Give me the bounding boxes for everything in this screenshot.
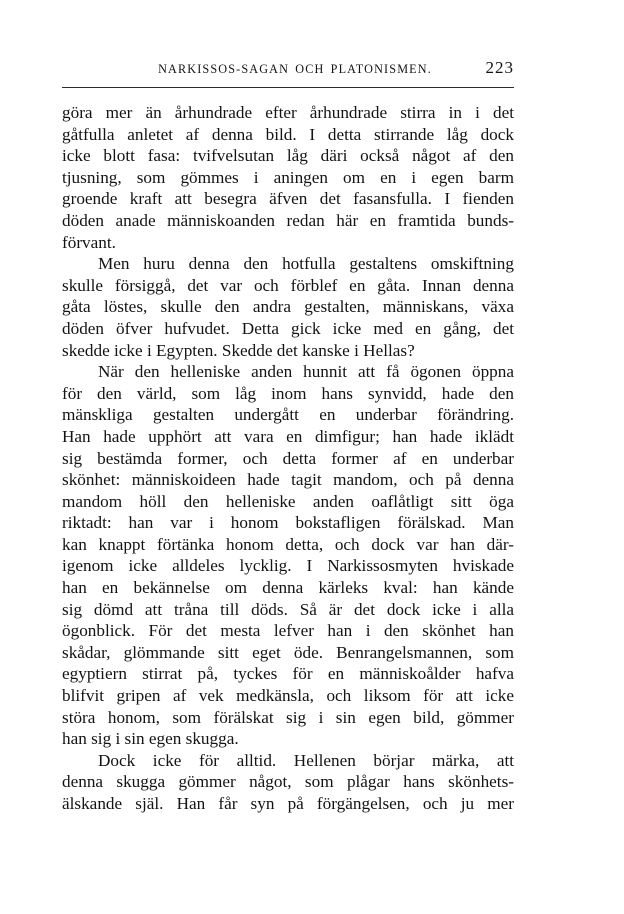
text-line: Men huru denna den hotfulla gestaltens omskiftning — [98, 254, 514, 274]
running-head — [62, 58, 514, 84]
text-line: icke blott fasa: tvifvelsutan låg däri också något af den — [62, 146, 514, 166]
text-line: denna skugga gömmer något, som plågar hans skönhets- — [62, 772, 514, 792]
text-line: döden anade människoanden redan här en framtida bunds- — [62, 210, 514, 230]
header-rule — [62, 87, 514, 88]
text-line: igenom icke alldeles lycklig. I Narkissosmyten hviskade — [62, 556, 514, 576]
text-line: skådar, glömmande sitt eget öde. Benrangelsmannen, som — [62, 642, 514, 662]
text-line: skulle försiggå, det var och förblef en gåta. Innan denna — [62, 275, 514, 295]
text-line: Dock icke för alltid. Hellenen börjar märka, att — [98, 750, 514, 770]
text-line: skedde icke i Egypten. Skedde det kanske i Hellas? — [62, 340, 415, 360]
text-line: förvant. — [62, 232, 116, 252]
text-line: groende kraft att besegra äfven det fasansfulla. I fienden — [62, 189, 514, 209]
running-title: NARKISSOS-SAGAN OCH PLATONISMEN. — [158, 62, 432, 76]
text-line: gåtfulla anletet af denna bild. I detta stirrande låg dock — [62, 124, 514, 144]
text-line: sig dömd att tråna till döds. Så är det dock icke i alla — [62, 599, 514, 619]
text-line: tjusning, som gömmes i aningen om en i egen barm — [62, 167, 514, 187]
text-line: ögonblick. För det mesta lefver han i den skönhet han — [62, 621, 514, 641]
text-line: han en bekännelse om denna kärleks kval: han kände — [62, 578, 514, 598]
text-line: Han hade upphört att vara en dimfigur; han hade iklädt — [62, 426, 514, 446]
text-line: för den värld, som låg inom hans synvidd, hade den — [62, 383, 514, 403]
text-line: han sig i sin egen skugga. — [62, 729, 239, 749]
text-line: älskande själ. Han får syn på förgängelsen, och ju mer — [62, 794, 514, 813]
text-line: sig bestämda former, och detta former af en underbar — [62, 448, 514, 468]
text-line: blifvit gripen af vek medkänsla, och liksom för att icke — [62, 686, 514, 706]
text-line: egyptiern stirrat på, tyckes för en människoålder hafva — [62, 664, 514, 684]
text-line: När den helleniske anden hunnit att få ögonen öppna — [98, 362, 514, 382]
text-line: göra mer än århundrade efter århundrade stirra in i det — [62, 103, 514, 122]
text-line: skönhet: människoideen hade tagit mandom, och på denna — [62, 470, 514, 490]
text-line: mänskliga gestalten undergått en underbar förändring. — [62, 405, 514, 425]
text-line: kan knappt förtänka honom detta, och dock var han där- — [62, 534, 514, 554]
text-line: döden öfver hufvudet. Detta gick icke med en gång, det — [62, 318, 514, 338]
text-line: gåta löstes, skulle den andra gestalten, människans, växa — [62, 297, 514, 317]
text-line: mandom höll den helleniske anden oaflåtligt sitt öga — [62, 491, 514, 511]
text-line: riktadt: han var i honom bokstafligen förälskad. Man — [62, 513, 514, 533]
body-text — [62, 102, 514, 815]
page-number: 223 — [485, 58, 514, 77]
text-line: störa honom, som förälskat sig i sin egen bild, gömmer — [62, 707, 514, 727]
